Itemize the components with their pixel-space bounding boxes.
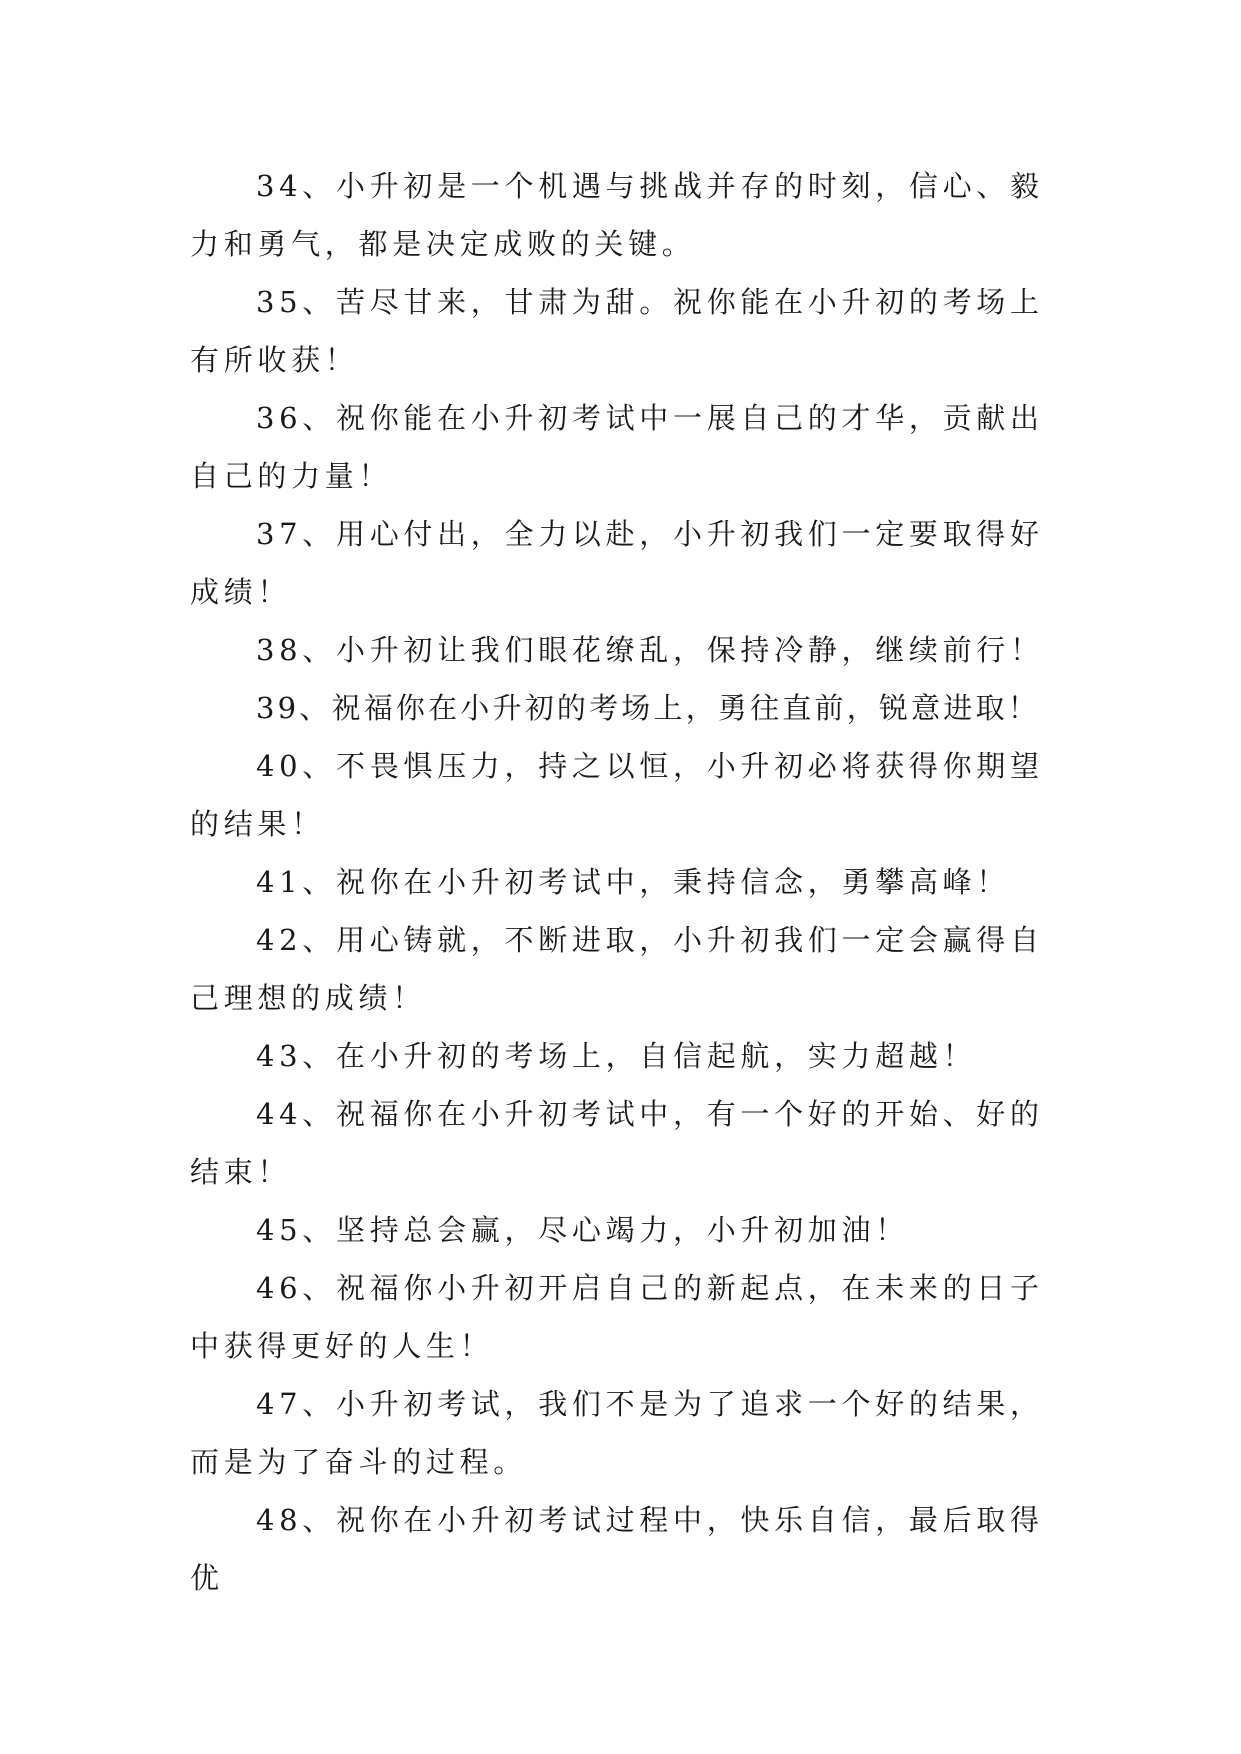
document-body (190, 157, 1048, 1607)
paragraph-43: 43、在小升初的考场上，自信起航，实力超越！ (256, 1039, 977, 1073)
paragraph-40: 40、不畏惧压力，持之以恒，小升初必将获得你期望的结果！ (190, 749, 1044, 841)
paragraph-44: 44、祝福你在小升初考试中，有一个好的开始、好的结束！ (190, 1097, 1044, 1189)
paragraph-39: 39、祝福你在小升初的考场上，勇往直前，锐意进取！ (256, 691, 1040, 725)
paragraph-46: 46、祝福你小升初开启自己的新起点，在未来的日子中获得更好的人生！ (190, 1271, 1044, 1363)
paragraph-35: 35、苦尽甘来，甘肃为甜。祝你能在小升初的考场上有所收获！ (190, 285, 1044, 377)
paragraph-34: 34、小升初是一个机遇与挑战并存的时刻，信心、毅力和勇气，都是决定成败的关键。 (190, 169, 1044, 261)
paragraph-37: 37、用心付出，全力以赴，小升初我们一定要取得好成绩！ (190, 517, 1044, 609)
paragraph-41: 41、祝你在小升初考试中，秉持信念，勇攀高峰！ (256, 865, 1011, 899)
paragraph-45: 45、坚持总会赢，尽心竭力，小升初加油！ (256, 1213, 909, 1247)
paragraph-38: 38、小升初让我们眼花缭乱，保持冷静，继续前行！ (256, 633, 1044, 667)
paragraph-47: 47、小升初考试，我们不是为了追求一个好的结果，而是为了奋斗的过程。 (190, 1387, 1044, 1479)
paragraph-36: 36、祝你能在小升初考试中一展自己的才华，贡献出自己的力量！ (190, 401, 1044, 493)
paragraph-48: 48、祝你在小升初考试过程中，快乐自信，最后取得优 (190, 1503, 1044, 1595)
paragraph-42: 42、用心铸就，不断进取，小升初我们一定会赢得自己理想的成绩！ (190, 923, 1044, 1015)
